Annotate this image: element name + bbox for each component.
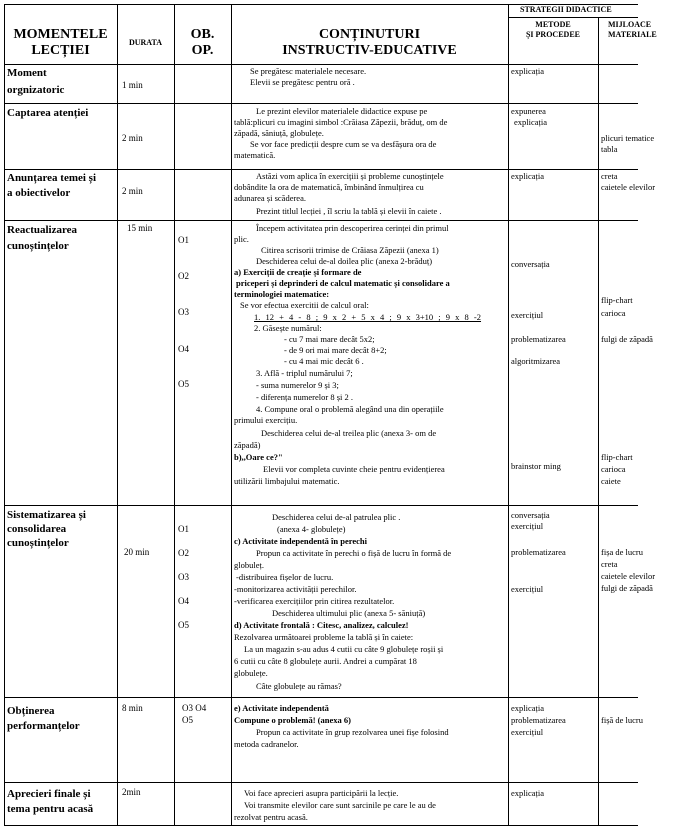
row-divider [4,220,638,221]
row-content-line: - suma numerelor 9 și 3; [256,380,339,390]
row-moment: Reactualizarea [7,224,78,236]
row-material: fișa de lucru [601,547,644,557]
row-content-line: primului exercițiu. [234,415,298,425]
row-material: creta [601,171,618,181]
row-content-line: d) Activitate frontală : Citesc, analizez, calculez! [234,620,409,630]
row-content-line: Voi face aprecieri asupra participării la lecție. [244,788,399,798]
row-material: creta [601,559,618,569]
row-objective: O4 [178,596,189,606]
row-duration: 8 min [122,703,143,713]
row-content-line: 1. 12 + 4 - 8 ; 9 x 2 + 5 x 4 ; 9 x 3+10 ; 9 x 8 -2 [254,312,482,322]
col-line [174,4,175,826]
row-moment: performanțelor [7,720,80,732]
row-divider [4,697,638,698]
row-material: fulgi de zăpadă [601,583,653,593]
row-method: problematizarea [511,334,566,344]
row-content-line: -distribuirea fișelor de lucru. [236,572,334,582]
row-method: problematizarea [511,547,566,557]
header-objectives-line2: OP. [191,43,214,58]
row-content-line: La un magazin s-au adus 4 cutii cu câte 9 globulețe roșii și [244,644,444,654]
row-content-line: Deschiderea celui de-al treilea plic (anexa 3- om de [261,428,437,438]
row-duration: 15 min [127,223,153,233]
row-objective: O1 [178,235,189,245]
row-content-line: tablă:plicuri cu imagini simbol :Crăiasa Zăpezii, brăduț, om de [234,117,448,127]
row-material: caietele elevilor [601,571,656,581]
row-material: plicuri tematice [601,133,655,143]
row-content-line: matematică. [234,150,276,160]
header-moments-line2: LECȚIEI [31,43,90,58]
row-moment: Obținerea [7,705,55,717]
row-content-line: e) Activitate independentă [234,703,329,713]
header-materials-line2: MATERIALE [608,30,657,39]
row-content-line: zăpadă, săniuță, globulețe. [234,128,324,138]
row-moment: a obiectivelor [7,187,71,199]
row-moment: Moment [7,67,47,79]
row-duration: 2min [122,787,141,797]
row-material: caiete [601,476,621,486]
row-content-line: Elevii vor completa cuvinte cheie pentru evidențierea [263,464,445,474]
row-objective: O3 O4 [182,703,207,713]
col-line [4,4,5,826]
row-content-line: zăpadă) [234,440,261,450]
row-content-line: 6 cutii cu câte 8 globulețe aurii. Andrei a cumpărat 18 [234,656,417,666]
row-moment: tema pentru acasă [7,803,94,815]
row-objective: O2 [178,548,189,558]
row-method: conversația [511,510,550,520]
col-line [508,4,509,826]
row-content-line: globuleț. [234,560,264,570]
row-content-line: plic. [234,234,249,244]
row-method: explicația [511,171,545,181]
header-methods-line2: ȘI PROCEDEE [525,30,580,39]
row-content-line: (anexa 4- globulețe) [277,524,346,534]
row-objective: O3 [178,572,189,582]
row-content-line: - cu 4 mai mic decât 6 . [284,356,364,366]
row-objective: O5 [178,379,189,389]
row-content-line: Compune o problemă! (anexa 6) [234,715,351,725]
header-duration: DURATA [128,38,163,47]
row-method: exercițiul [511,521,544,531]
row-objective: O3 [178,307,189,317]
col-line [598,17,599,826]
row-content-line: Rezolvarea următoarei probleme la tablă și în caiete: [234,632,414,642]
row-method: expunerea [511,106,546,116]
row-method: problematizarea [511,715,566,725]
row-content-line: dobândite la ora de matematică, îmbinând înmulțirea cu [234,182,424,192]
row-duration: 20 min [124,547,150,557]
header-materials-line1: MIJLOACE [608,20,652,29]
row-objective: O5 [178,620,189,630]
row-content-line: 3. Află - triplul numărului 7; [256,368,353,378]
row-method: explicația [511,66,545,76]
row-material: caietele elevilor [601,182,656,192]
row-content-line: Citirea scrisorii trimise de Crăiasa Zăpezii (anexa 1) [261,245,439,255]
row-content-line: - cu 7 mai mare decât 5x2; [284,334,375,344]
row-content-line: rezolvat pentru acasă. [234,812,308,822]
row-method: algoritmizarea [511,356,561,366]
row-objective: O1 [178,524,189,534]
row-moment: cunoștințelor [7,240,69,252]
row-content-line: Se vor face predicții despre cum se va desfășura ora de [250,139,437,149]
header-moments-line1: MOMENTELE [13,27,108,42]
row-duration: 2 min [122,133,143,143]
row-divider [4,505,638,506]
row-content-line: 4. Compune oral o problemă alegând una din operațiile [256,404,444,414]
row-method: exercițiul [511,727,544,737]
row-content-line: Astăzi vom aplica în exercițiii și probleme cunoștințele [256,171,444,181]
row-content-line: priceperi și deprinderi de calcul matematic și consolidare a [236,278,450,288]
row-duration: 1 min [122,80,143,90]
header-strategies: STRATEGII DIDACTICE [520,5,612,14]
row-content-line: Se vor efectua exercitii de calcul oral: [240,300,369,310]
row-content-line: b),,Oare ce?" [234,452,283,462]
row-method: exercițiul [511,584,544,594]
row-content-line: Propun ca activitate în perechi o fișă de lucru în formă de [256,548,452,558]
row-content-line: - diferența numerelor 8 și 2 . [256,392,354,402]
header-strategy-divider [508,17,638,18]
row-material: fulgi de zăpadă [601,334,653,344]
header-methods-line1: METODE [535,20,571,29]
row-content-line: Propun ca activitate în grup rezolvarea unei fișe folosind [256,727,449,737]
row-divider [4,782,638,783]
row-material: flip-chart [601,295,633,305]
row-moment: Anunțarea temei și [7,172,97,184]
row-moment: Aprecieri finale și [7,788,91,800]
row-material: tabla [601,144,618,154]
col-line [231,4,232,826]
row-divider [4,103,638,104]
row-material: flip-chart [601,452,633,462]
row-moment: consolidarea [7,523,67,535]
row-method: explicația [511,703,545,713]
col-line [117,4,118,826]
row-content-line: globulețe. [234,668,268,678]
row-content-line: Deschiderea ultimului plic (anexa 5- săniuță) [272,608,426,618]
row-method: explicația [511,788,545,798]
row-content-line: adunarea și scăderea. [234,193,306,203]
row-content-line: Câte globulețe au rămas? [256,681,342,691]
row-content-line: 2. Găsește numărul: [254,323,322,333]
row-objective: O4 [178,344,189,354]
row-objective: O2 [178,271,189,281]
row-moment: cunoștințelor [7,537,69,549]
row-content-line: c) Activitate independentă în perechi [234,536,367,546]
row-method: conversația [511,259,550,269]
row-content-line: Prezint titlul lecției , îl scriu la tablă și elevii în caiete . [256,206,442,216]
row-divider [4,169,638,170]
row-content-line: Începem activitatea prin descoperirea cerinței din primul [256,223,449,233]
row-content-line: Deschiderea celui de-al patrulea plic . [272,512,401,522]
row-moment: Captarea atenției [7,107,89,119]
row-content-line: Deschiderea celui de-al doilea plic (anexa 2-brăduț) [256,256,433,266]
row-duration: 2 min [122,186,143,196]
row-content-line: - de 9 ori mai mare decât 8+2; [284,345,387,355]
row-content-line: terminologiei matematice: [234,289,330,299]
row-material: carioca [601,308,626,318]
row-method: brainstor ming [511,461,561,471]
row-method: explicația [514,117,548,127]
row-content-line: utilizării limbajului matematic. [234,476,340,486]
header-content-line1: CONȚINUTURI [318,27,421,42]
row-moment: orgnizatoric [7,84,65,96]
header-content-line2: INSTRUCTIV-EDUCATIVE [282,43,457,58]
row-content-line: -monitorizarea activității perechilor. [234,584,357,594]
row-content-line: Voi transmite elevilor care sunt sarcinile pe care le au de [244,800,436,810]
row-divider [4,64,638,65]
row-objective: O5 [182,715,193,725]
row-content-line: Elevii se pregătesc pentru oră . [250,77,355,87]
row-material: fișă de lucru [601,715,644,725]
row-content-line: a) Exerciții de creație și formare de [234,267,362,277]
row-content-line: -verificarea exercițiilor prin citirea rezultatelor. [234,596,395,606]
header-objectives-line1: OB. [190,27,215,42]
row-content-line: metoda cadranelor. [234,739,299,749]
row-content-line: Le prezint elevilor materialele didactice expuse pe [256,106,428,116]
row-material: carioca [601,464,626,474]
row-content-line: Se pregătesc materialele necesare. [250,66,367,76]
row-moment: Sistematizarea și [7,509,86,521]
row-method: exercițiul [511,310,544,320]
